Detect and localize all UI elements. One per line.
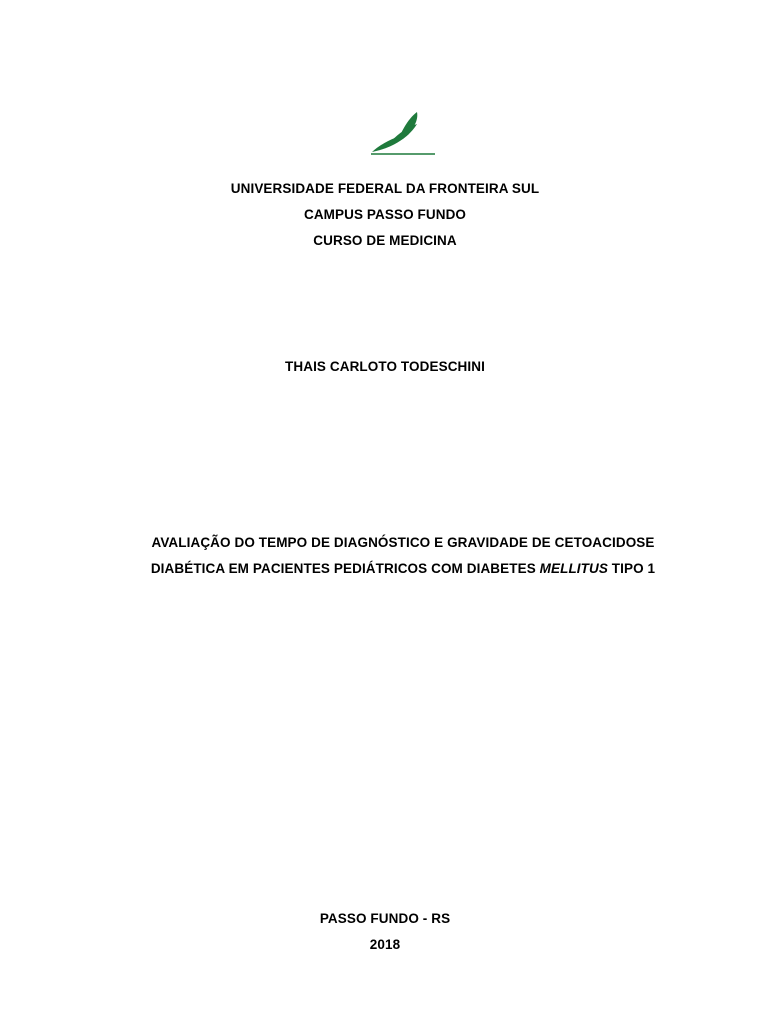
campus-name: CAMPUS PASSO FUNDO [303,207,467,222]
footer-year: 2018 [369,937,401,952]
thesis-title-line-2-prefix: DIABÉTICA EM PACIENTES PEDIÁTRICOS COM DIABETES [150,561,540,576]
thesis-title-line-2 [0,561,770,577]
university-name: UNIVERSIDADE FEDERAL DA FRONTEIRA SUL [230,181,540,196]
leaf-logo-icon [365,108,441,160]
thesis-title-line-2-suffix: TIPO 1 [607,561,656,576]
thesis-title-line-1: AVALIAÇÃO DO TEMPO DE DIAGNÓSTICO E GRAVIDADE DE CETOACIDOSE [151,535,655,550]
footer-city: PASSO FUNDO - RS [319,911,451,926]
author-name: THAIS CARLOTO TODESCHINI [285,359,485,374]
university-logo [365,108,441,160]
course-name: CURSO DE MEDICINA [313,233,457,248]
thesis-title-italic-term: MELLITUS [539,561,608,576]
